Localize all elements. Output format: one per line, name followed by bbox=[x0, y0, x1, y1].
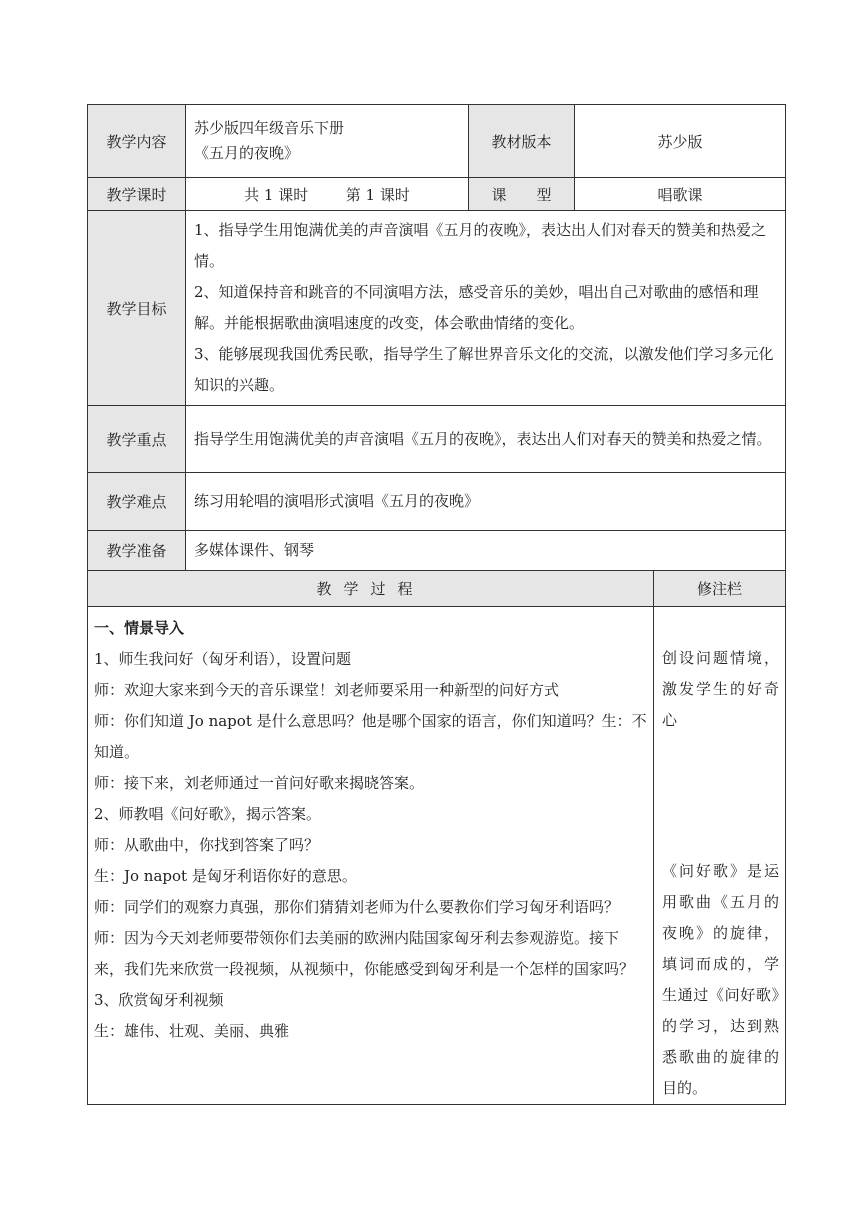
key-label: 教学重点 bbox=[88, 406, 186, 473]
goals-label: 教学目标 bbox=[88, 211, 186, 406]
hours-value bbox=[186, 178, 469, 211]
goal-item: 3、能够展现我国优秀民歌，指导学生了解世界音乐文化的交流，以激发他们学习多元化知识的兴趣。 bbox=[194, 345, 774, 394]
process-table bbox=[87, 570, 786, 1105]
process-line: 3、欣赏匈牙利视频 bbox=[94, 991, 224, 1009]
process-line: 师：从歌曲中，你找到答案了吗？ bbox=[94, 836, 320, 854]
process-line: 生：Jo napot 是匈牙利语你好的意思。 bbox=[94, 867, 357, 885]
notes-column bbox=[654, 607, 786, 1105]
goals-list bbox=[186, 211, 786, 406]
content-label: 教学内容 bbox=[88, 105, 186, 178]
hours-label: 教学课时 bbox=[88, 178, 186, 211]
process-line: 师：同学们的观察力真强，那你们猜猜刘老师为什么要教你们学习匈牙利语吗？ bbox=[94, 898, 620, 916]
lesson-goals-table bbox=[87, 210, 786, 571]
process-line: 1、师生我问好（匈牙利语），设置问题 bbox=[94, 650, 352, 668]
process-body bbox=[88, 607, 654, 1105]
prep-label: 教学准备 bbox=[88, 531, 186, 571]
note-item: 创设问题情境，激发学生的好奇心 bbox=[662, 649, 779, 729]
type-label: 课 型 bbox=[469, 178, 575, 211]
hours-current: 第 1 课时 bbox=[345, 185, 410, 204]
lesson-info-table bbox=[87, 104, 786, 211]
edition-label: 教材版本 bbox=[469, 105, 575, 178]
content-value-line2: 《五月的夜晚》 bbox=[194, 144, 300, 162]
edition-value: 苏少版 bbox=[575, 105, 786, 178]
process-line: 师：接下来，刘老师通过一首问好歌来揭晓答案。 bbox=[94, 774, 425, 792]
process-line: 师：你们知道 Jo napot 是什么意思吗？他是哪个国家的语言，你们知道吗？生：不知道。 bbox=[94, 712, 647, 761]
process-line: 生：雄伟、壮观、美丽、典雅 bbox=[94, 1022, 290, 1040]
hours-total: 共 1 课时 bbox=[244, 185, 309, 204]
content-value bbox=[186, 105, 469, 178]
goal-item: 2、知道保持音和跳音的不同演唱方法，感受音乐的美妙，唱出自己对歌曲的感悟和理解。并能根据歌曲演唱速度的改变，体会歌曲情绪的变化。 bbox=[194, 283, 759, 332]
key-value: 指导学生用饱满优美的声音演唱《五月的夜晚》，表达出人们对春天的赞美和热爱之情。 bbox=[186, 406, 786, 473]
prep-value: 多媒体课件、钢琴 bbox=[186, 531, 786, 571]
difficulty-value: 练习用轮唱的演唱形式演唱《五月的夜晚》 bbox=[186, 473, 786, 531]
goal-item: 1、指导学生用饱满优美的声音演唱《五月的夜晚》，表达出人们对春天的赞美和热爱之情。 bbox=[194, 221, 767, 270]
process-line: 2、师教唱《问好歌》，揭示答案。 bbox=[94, 805, 322, 823]
difficulty-label: 教学难点 bbox=[88, 473, 186, 531]
content-value-line1: 苏少版四年级音乐下册 bbox=[194, 119, 345, 137]
section-title: 一、情景导入 bbox=[94, 619, 185, 637]
notes-header: 修注栏 bbox=[654, 571, 786, 607]
process-title: 教学过程 bbox=[88, 571, 654, 607]
type-value: 唱歌课 bbox=[575, 178, 786, 211]
lesson-plan bbox=[87, 104, 785, 1105]
process-line: 师：因为今天刘老师要带领你们去美丽的欧洲内陆国家匈牙利去参观游览。接下来，我们先来欣赏一段视频，从视频中，你能感受到匈牙利是一个怎样的国家吗？ bbox=[94, 929, 635, 978]
note-item: 《问好歌》是运用歌曲《五月的夜晚》的旋律，填词而成的，学生通过《问好歌》的学习，达到熟悉歌曲的旋律的目的。 bbox=[662, 862, 779, 1097]
process-line: 师：欢迎大家来到今天的音乐课堂！刘老师要采用一种新型的问好方式 bbox=[94, 681, 560, 699]
